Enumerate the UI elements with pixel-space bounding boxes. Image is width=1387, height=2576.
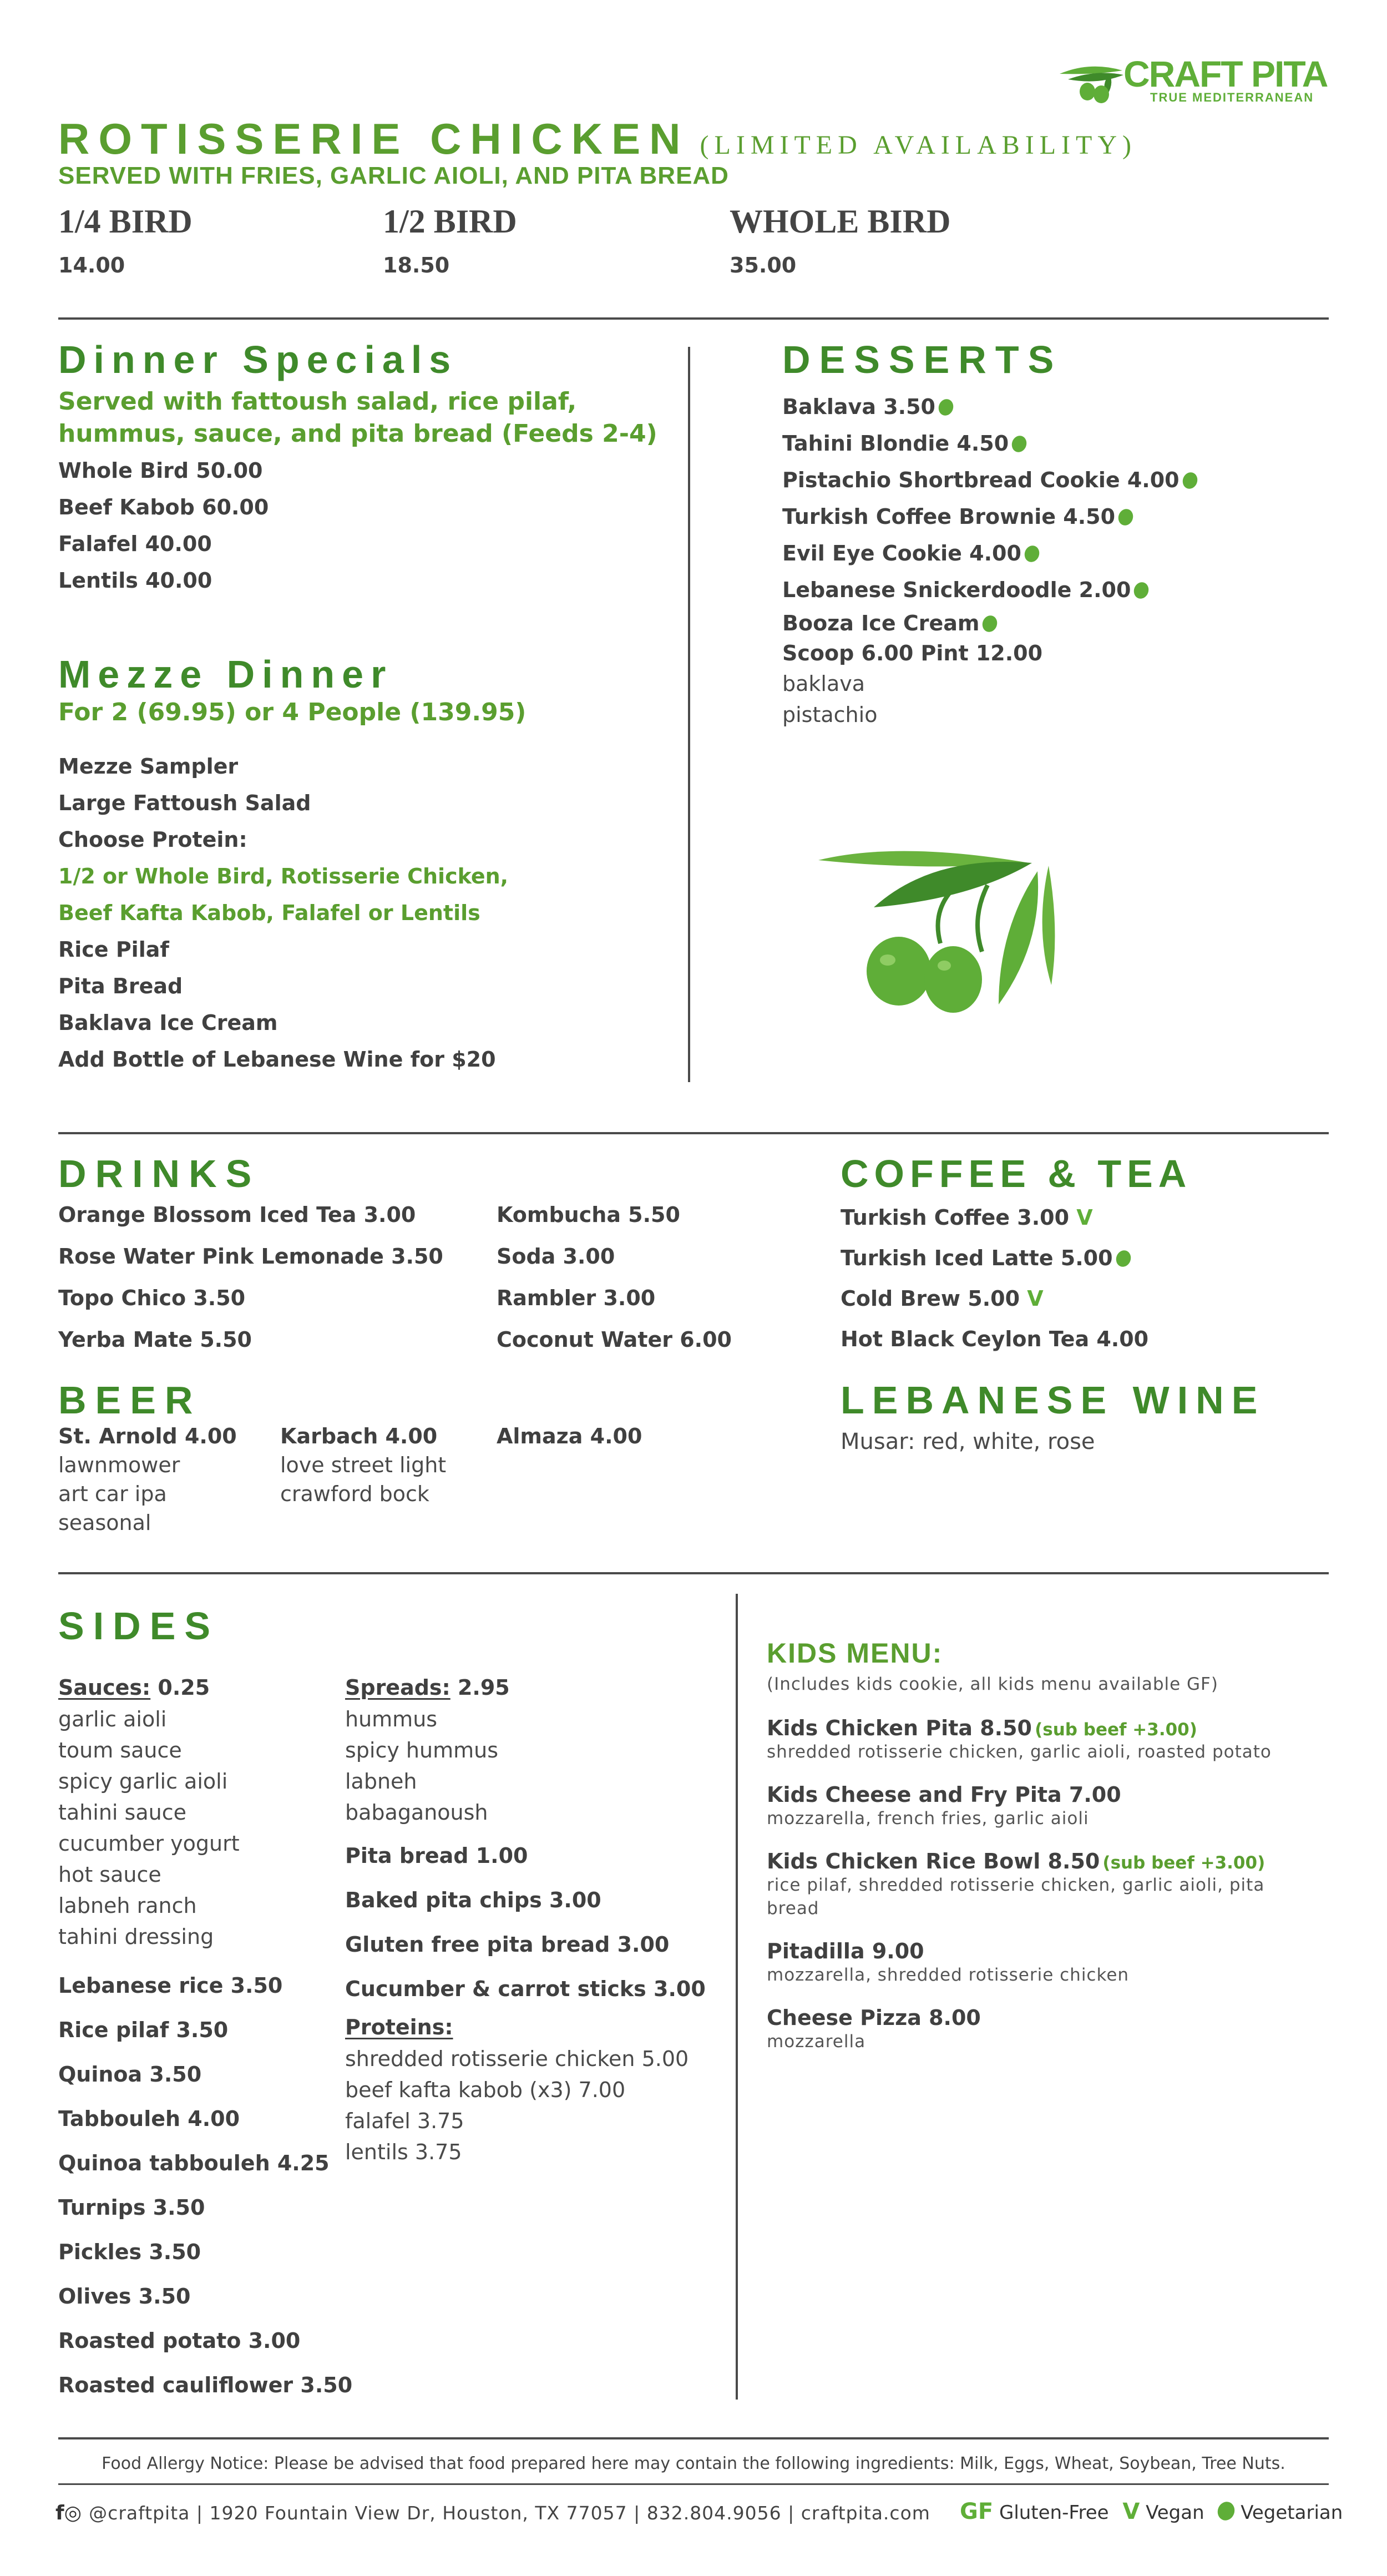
divider xyxy=(58,317,1329,320)
kids-menu xyxy=(767,1637,1333,2053)
rotisserie-title: ROTISSERIE CHICKEN xyxy=(58,114,690,163)
list-item: Add Bottle of Lebanese Wine for $20 xyxy=(58,1047,496,1072)
spread-item: labneh xyxy=(345,1769,417,1794)
list-item xyxy=(841,1198,1148,1238)
list-item: Orange Blossom Iced Tea 3.00 xyxy=(58,1203,416,1227)
footer-contact-row xyxy=(55,2502,930,2524)
divider xyxy=(736,1594,738,2400)
proteins-label: Proteins: xyxy=(345,2015,453,2039)
rotisserie-note: (LIMITED AVAILABILITY) xyxy=(700,130,1137,160)
vegan-icon: V xyxy=(1027,1286,1044,1311)
sides-title: SIDES xyxy=(58,1604,220,1648)
sauce-item: spicy garlic aioli xyxy=(58,1769,228,1794)
side-item: Roasted cauliflower 3.50 xyxy=(58,2373,353,2397)
list-item: Hot Black Ceylon Tea 4.00 xyxy=(841,1327,1149,1351)
mezze-subtitle: For 2 (69.95) or 4 People (139.95) xyxy=(58,698,527,726)
flavor-item: baklava xyxy=(782,671,865,696)
vegetarian-icon xyxy=(980,613,1000,634)
coffee-list xyxy=(841,1198,1148,1360)
list-item: Falafel 40.00 xyxy=(58,532,212,556)
drinks-list-col1 xyxy=(58,1194,443,1361)
list-item: Whole Bird 50.00 xyxy=(58,458,263,483)
kids-item-desc: mozzarella xyxy=(767,2032,866,2052)
olive-branch-logo-icon xyxy=(1057,58,1129,108)
logo-tagline: TRUE MEDITERRANEAN xyxy=(1150,90,1314,104)
coffee-name: Turkish Coffee 3.00 xyxy=(841,1205,1070,1230)
bird-option-whole xyxy=(730,203,950,277)
list-item: Coconut Water 6.00 xyxy=(497,1327,732,1352)
kids-menu-note: (Includes kids cookie, all kids menu available GF) xyxy=(767,1674,1218,1694)
spreads-heading xyxy=(345,1671,706,1704)
beer-col3 xyxy=(497,1422,642,1451)
beer-variety: seasonal xyxy=(58,1511,151,1535)
sauce-item: toum sauce xyxy=(58,1738,182,1762)
bird-option-label: 1/2 BIRD xyxy=(383,203,517,240)
sauce-item: tahini sauce xyxy=(58,1800,186,1825)
bird-option-price: 35.00 xyxy=(730,253,797,277)
side-item: Tabbouleh 4.00 xyxy=(58,2107,240,2131)
wine-text: Musar: red, white, rose xyxy=(841,1429,1095,1454)
list-item: Beef Kabob 60.00 xyxy=(58,495,269,519)
bird-option-label: WHOLE BIRD xyxy=(730,203,951,240)
sides-col2 xyxy=(345,1671,706,2168)
coffee-name: Cold Brew 5.00 xyxy=(841,1286,1020,1311)
gluten-free-icon: GF xyxy=(960,2499,994,2524)
kids-item xyxy=(767,2006,1333,2053)
spread-item: hummus xyxy=(345,1707,438,1731)
divider xyxy=(58,1572,1329,1574)
spreads-price: 2.95 xyxy=(450,1675,510,1700)
dessert-name: Booza Ice Cream xyxy=(782,611,980,635)
beer-variety: lawnmower xyxy=(58,1453,180,1477)
list-item: Rice Pilaf xyxy=(58,937,169,962)
list-item xyxy=(782,572,1197,608)
sauces-heading xyxy=(58,1671,352,1704)
dessert-name: Evil Eye Cookie 4.00 xyxy=(782,541,1021,565)
kids-item xyxy=(767,1939,1333,1987)
mezze-title: Mezze Dinner xyxy=(58,653,393,696)
vegetarian-icon xyxy=(1022,543,1042,564)
bird-option-label: 1/4 BIRD xyxy=(58,203,193,240)
beer-variety: crawford bock xyxy=(280,1482,429,1506)
dinner-specials-subtitle-line1: Served with fattoush salad, rice pilaf, xyxy=(58,387,577,416)
list-item: Soda 3.00 xyxy=(497,1244,615,1269)
list-item xyxy=(782,388,1197,425)
dessert-name: Tahini Blondie 4.50 xyxy=(782,431,1009,456)
list-item: Choose Protein: xyxy=(58,827,247,852)
kids-item-name: Kids Cheese and Fry Pita 7.00 xyxy=(767,1782,1121,1807)
protein-item: beef kafta kabob (x3) 7.00 xyxy=(345,2078,626,2102)
sauce-item: labneh ranch xyxy=(58,1893,197,1918)
dinner-specials-title: Dinner Specials xyxy=(58,338,458,381)
vegetarian-icon xyxy=(1116,507,1136,527)
side-extra-item: Cucumber & carrot sticks 3.00 xyxy=(345,1977,706,2001)
list-item xyxy=(782,425,1197,462)
beer-variety: love street light xyxy=(280,1453,447,1477)
vegetarian-label: Vegetarian xyxy=(1241,2502,1343,2524)
vegan-icon: V xyxy=(1122,2499,1140,2524)
dessert-name: Baklava 3.50 xyxy=(782,395,935,419)
logo xyxy=(1057,53,1334,114)
bird-option-half xyxy=(383,203,517,277)
kids-item-desc: shredded rotisserie chicken, garlic aioli, roasted potato xyxy=(767,1742,1272,1762)
spread-item: babaganoush xyxy=(345,1800,488,1825)
list-item: Mezze Sampler xyxy=(58,754,239,779)
list-item: Topo Chico 3.50 xyxy=(58,1286,246,1310)
vegetarian-icon xyxy=(937,397,956,417)
flavor-item: pistachio xyxy=(782,703,878,727)
social-icons[interactable]: f◎ xyxy=(55,2502,82,2524)
mezze-list xyxy=(58,748,508,1078)
list-item: Rose Water Pink Lemonade 3.50 xyxy=(58,1244,443,1269)
drinks-title: DRINKS xyxy=(58,1152,261,1195)
side-item: Roasted potato 3.00 xyxy=(58,2328,301,2353)
side-extra-item: Pita bread 1.00 xyxy=(345,1843,528,1868)
wine-title: LEBANESE WINE xyxy=(841,1378,1265,1422)
bird-option-price: 18.50 xyxy=(383,253,450,277)
beer-col2 xyxy=(280,1422,446,1508)
spread-item: spicy hummus xyxy=(345,1738,499,1762)
beer-name: Karbach 4.00 xyxy=(280,1424,438,1448)
protein-item: lentils 3.75 xyxy=(345,2140,462,2164)
gluten-free-label: Gluten-Free xyxy=(999,2502,1109,2524)
protein-item: falafel 3.75 xyxy=(345,2109,464,2133)
vegetarian-icon xyxy=(1132,580,1151,600)
list-item xyxy=(841,1279,1148,1319)
dinner-specials-subtitle-line2: hummus, sauce, and pita bread (Feeds 2-4) xyxy=(58,420,657,448)
kids-item xyxy=(767,1849,1333,1920)
beer-variety: art car ipa xyxy=(58,1482,167,1506)
side-item: Quinoa tabbouleh 4.25 xyxy=(58,2151,330,2175)
divider xyxy=(58,2483,1329,2485)
kids-item-name: Kids Chicken Pita 8.50 xyxy=(767,1716,1032,1740)
dessert-name: Pistachio Shortbread Cookie 4.00 xyxy=(782,468,1180,492)
divider xyxy=(58,1132,1329,1134)
beer-title: BEER xyxy=(58,1378,202,1422)
side-item: Quinoa 3.50 xyxy=(58,2062,202,2087)
list-item: Yerba Mate 5.50 xyxy=(58,1327,252,1352)
list-item xyxy=(782,535,1197,572)
side-item: Lebanese rice 3.50 xyxy=(58,1973,283,1998)
list-item: Large Fattoush Salad xyxy=(58,791,311,815)
kids-item-desc: rice pilaf, shredded rotisserie chicken, garlic aioli, pita bread xyxy=(767,1875,1265,1918)
kids-item-desc: mozzarella, french fries, garlic aioli xyxy=(767,1809,1089,1829)
side-extra-item: Baked pita chips 3.00 xyxy=(345,1888,601,1912)
vegetarian-icon xyxy=(1216,2499,1238,2523)
list-item: Pita Bread xyxy=(58,974,183,998)
desserts-list xyxy=(782,388,1197,730)
kids-item-sub: (sub beef +3.00) xyxy=(1102,1853,1265,1873)
dessert-name: Lebanese Snickerdoodle 2.00 xyxy=(782,578,1131,602)
list-item: Lentils 40.00 xyxy=(58,568,212,593)
drinks-list-col2 xyxy=(497,1194,732,1361)
desserts-title: DESSERTS xyxy=(782,338,1063,381)
vegetarian-icon xyxy=(1113,1248,1133,1269)
kids-item xyxy=(767,1716,1333,1764)
olive-branch-icon xyxy=(816,846,1071,1018)
bird-option-price: 14.00 xyxy=(58,253,125,277)
sauce-item: cucumber yogurt xyxy=(58,1831,240,1856)
sauce-item: hot sauce xyxy=(58,1862,161,1887)
dinner-specials-list xyxy=(58,452,269,599)
list-item xyxy=(782,498,1197,535)
vegetarian-icon xyxy=(1180,470,1199,491)
coffee-title: COFFEE & TEA xyxy=(841,1152,1192,1195)
list-item: Kombucha 5.50 xyxy=(497,1203,680,1227)
sauce-item: tahini dressing xyxy=(58,1925,214,1949)
dessert-name: Turkish Coffee Brownie 4.50 xyxy=(782,504,1116,529)
kids-item-name: Kids Chicken Rice Bowl 8.50 xyxy=(767,1849,1100,1873)
list-item: 1/2 or Whole Bird, Rotisserie Chicken, xyxy=(58,864,509,888)
list-item: Baklava Ice Cream xyxy=(58,1011,278,1035)
side-item: Olives 3.50 xyxy=(58,2284,191,2309)
side-item: Pickles 3.50 xyxy=(58,2240,201,2264)
kids-item-sub: (sub beef +3.00) xyxy=(1035,1720,1197,1740)
side-item: Turnips 3.50 xyxy=(58,2195,205,2220)
list-item: Beef Kafta Kabob, Falafel or Lentils xyxy=(58,901,480,925)
divider xyxy=(58,2437,1329,2439)
allergy-notice: Food Allergy Notice: Please be advised that food prepared here may contain the following ingredients: Milk, Eggs, Wheat, Soybean, Tree Nuts. xyxy=(102,2454,1285,2473)
sides-col1 xyxy=(58,1671,352,2407)
dinner-specials-subtitle xyxy=(58,386,657,450)
contact-info: @craftpita | 1920 Fountain View Dr, Houston, TX 77057 | 832.804.9056 | craftpita.com xyxy=(89,2502,930,2524)
vegan-label: Vegan xyxy=(1146,2502,1204,2524)
dietary-legend xyxy=(960,2499,1343,2524)
divider xyxy=(688,347,690,1082)
side-extra-item: Gluten free pita bread 3.00 xyxy=(345,1932,670,1957)
vegetarian-icon xyxy=(1010,433,1029,454)
list-item xyxy=(841,1238,1148,1279)
proteins-heading xyxy=(345,2011,706,2043)
beer-name: St. Arnold 4.00 xyxy=(58,1424,237,1448)
bird-option-quarter xyxy=(58,203,193,277)
list-item xyxy=(782,462,1197,498)
kids-item xyxy=(767,1782,1333,1830)
coffee-name: Turkish Iced Latte 5.00 xyxy=(841,1246,1113,1270)
sauces-label: Sauces: xyxy=(58,1675,151,1700)
sauce-item: garlic aioli xyxy=(58,1707,167,1731)
rotisserie-header xyxy=(58,114,1137,164)
beer-col1 xyxy=(58,1422,237,1537)
beer-name: Almaza 4.00 xyxy=(497,1424,642,1448)
kids-item-name: Cheese Pizza 8.00 xyxy=(767,2006,981,2030)
rotisserie-subtitle: SERVED WITH FRIES, GARLIC AIOLI, AND PITA BREAD xyxy=(58,162,729,189)
list-item: Rambler 3.00 xyxy=(497,1286,656,1310)
kids-item-name: Pitadilla 9.00 xyxy=(767,1939,924,1963)
kids-item-desc: mozzarella, shredded rotisserie chicken xyxy=(767,1965,1130,1985)
sauces-price: 0.25 xyxy=(150,1675,210,1700)
list-item xyxy=(782,608,1197,638)
spreads-label: Spreads: xyxy=(345,1675,450,1700)
kids-menu-title: KIDS MENU: xyxy=(767,1638,943,1669)
booza-price: Scoop 6.00 Pint 12.00 xyxy=(782,641,1043,665)
protein-item: shredded rotisserie chicken 5.00 xyxy=(345,2047,689,2071)
vegan-icon: V xyxy=(1076,1205,1093,1230)
side-item: Rice pilaf 3.50 xyxy=(58,2018,229,2042)
logo-name: CRAFT PITA xyxy=(1123,53,1328,94)
